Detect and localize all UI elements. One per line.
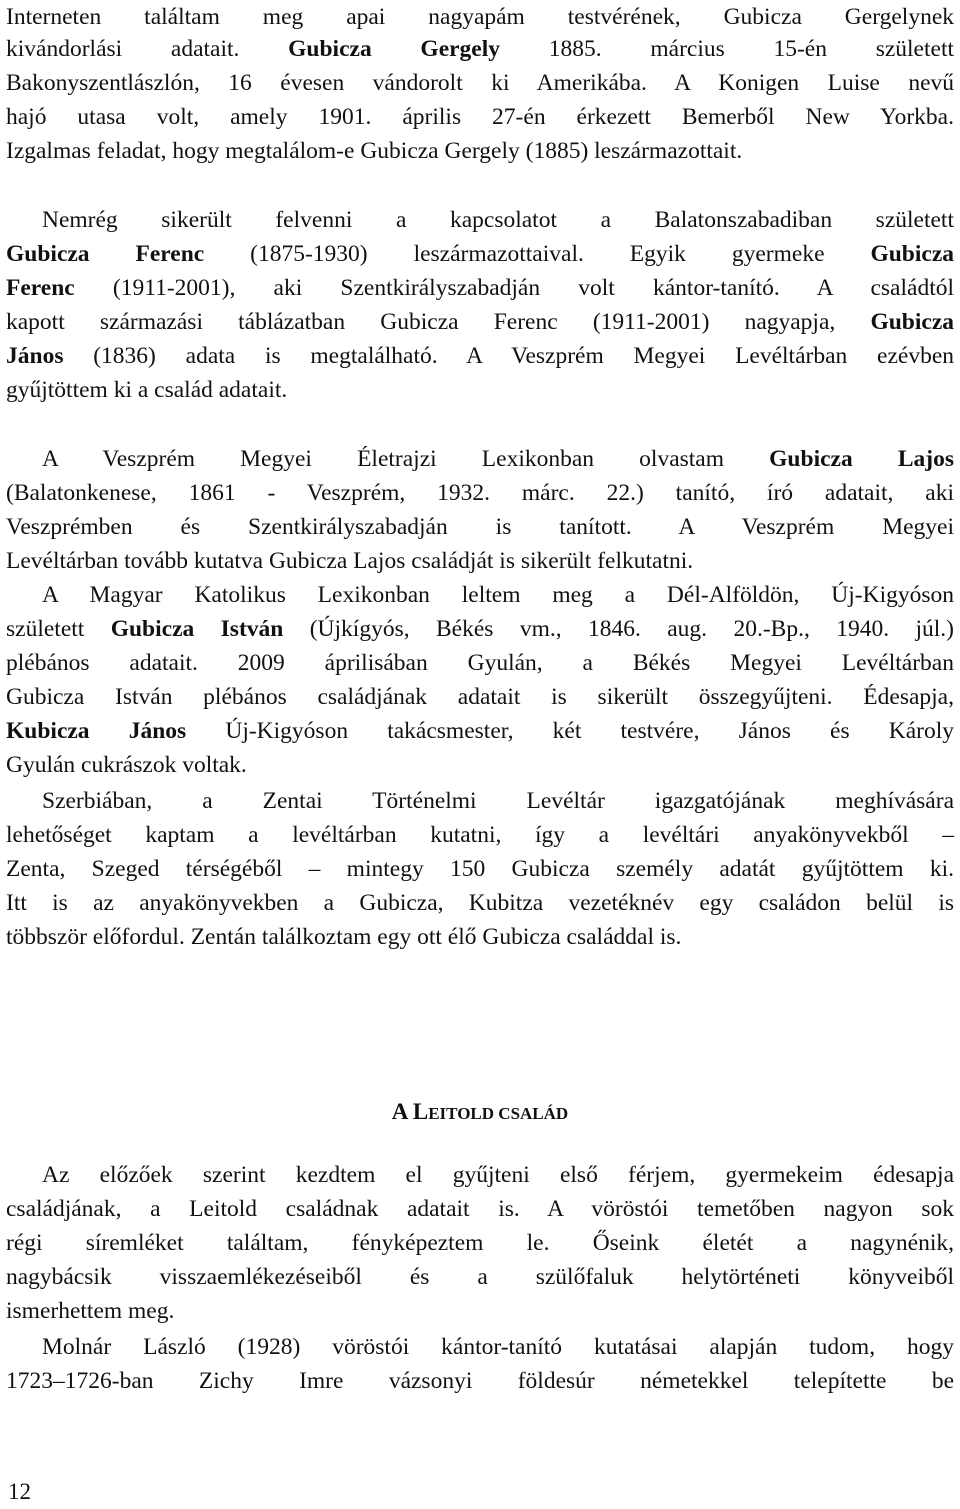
para6-line5: ismerhettem meg. [6, 1298, 175, 1324]
para1-line1: Interneten találtam meg apai nagyapám testvérének, Gubicza Gergelynek [6, 4, 954, 30]
para2-line5: János (1836) adata is megtalálható. A Veszprém Megyei Levéltárban ezévben [6, 343, 955, 369]
para6-line3: régi síremléket találtam, fényképeztem le. Őseink életét a nagynénik, [6, 1230, 954, 1256]
para1-line3: Bakonyszentlászlón, 16 évesen vándorolt ki Amerikába. A Konigen Luise nevű [6, 70, 954, 96]
para4-line2: született Gubicza István (Újkígyós, Békés vm., 1846. aug. 20.-Bp., 1940. júl.) [6, 616, 954, 642]
para6-line2: családjának, a Leitold családnak adatait is. A vöröstói temetőben nagyon sok [6, 1196, 954, 1222]
para2-line3: Ferenc (1911-2001), aki Szentkirályszabadján volt kántor-tanító. A családtól [6, 275, 954, 301]
para5-line4: Itt is az anyakönyvekben a Gubicza, Kubitza vezetéknév egy családon belül is [6, 890, 954, 916]
para1-line4: hajó utasa volt, amely 1901. április 27-én érkezett Bemerből New Yorkba. [6, 104, 954, 130]
para5-line2: lehetőséget kaptam a levéltárban kutatni, így a levéltári anyakönyvekből – [6, 822, 954, 848]
para5-line1: Szerbiában, a Zentai Történelmi Levéltár igazgatójának meghívására [42, 788, 954, 814]
para7-line2: 1723–1726-ban Zichy Imre vázsonyi földesúr németekkel telepítette be [6, 1368, 954, 1394]
para7-line1: Molnár László (1928) vöröstói kántor-tanító kutatásai alapján tudom, hogy [42, 1334, 954, 1360]
para2-line6: gyűjtöttem ki a család adatait. [6, 377, 288, 403]
para3-line4: Levéltárban tovább kutatva Gubicza Lajos családját is sikerült felkutatni. [6, 548, 694, 574]
para5-line3: Zenta, Szeged térségéből – mintegy 150 Gubicza személy adatát gyűjtöttem ki. [6, 856, 954, 882]
section-heading: A LEITOLD CSALÁD [391, 1099, 569, 1124]
para3-line3: Veszprémben és Szentkirályszabadján is tanított. A Veszprém Megyei [6, 514, 954, 540]
para6-line4: nagybácsik visszaemlékezéseiből és a szülőfaluk helytörténeti könyveiből [6, 1264, 954, 1290]
para4-line6: Gyulán cukrászok voltak. [6, 752, 247, 778]
para6-line1: Az előzőek szerint kezdtem el gyűjteni első férjem, gyermekeim édesapja [42, 1162, 954, 1188]
para1-line5: Izgalmas feladat, hogy megtalálom-e Gubicza Gergely (1885) leszármazottait. [6, 138, 743, 164]
page-number: 12 [8, 1479, 31, 1504]
para4-line3: plébános adatait. 2009 áprilisában Gyulán, a Békés Megyei Levéltárban [6, 650, 954, 676]
para2-line2: Gubicza Ferenc (1875-1930) leszármazottaival. Egyik gyermeke Gubicza [6, 241, 955, 267]
para4-line5: Kubicza János Új-Kigyóson takácsmester, két testvére, János és Károly [6, 718, 954, 744]
para5-line5: többször előfordul. Zentán találkoztam egy ott élő Gubicza családdal is. [6, 924, 682, 950]
para2-line1: Nemrég sikerült felvenni a kapcsolatot a Balatonszabadiban született [42, 207, 954, 233]
para1-line2: kivándorlási adatait. Gubicza Gergely 1885. március 15-én született [6, 36, 955, 62]
para4-line1: A Magyar Katolikus Lexikonban leltem meg a Dél-Alföldön, Új-Kigyóson [42, 582, 954, 608]
para3-line1: A Veszprém Megyei Életrajzi Lexikonban olvastam Gubicza Lajos [42, 446, 954, 472]
para4-line4: Gubicza István plébános családjának adatait is sikerült összegyűjteni. Édesapja, [6, 684, 954, 710]
para3-line2: (Balatonkenese, 1861 - Veszprém, 1932. márc. 22.) tanító, író adatait, aki [6, 480, 954, 506]
para2-line4: kapott származási táblázatban Gubicza Ferenc (1911-2001) nagyapja, Gubicza [6, 309, 954, 335]
